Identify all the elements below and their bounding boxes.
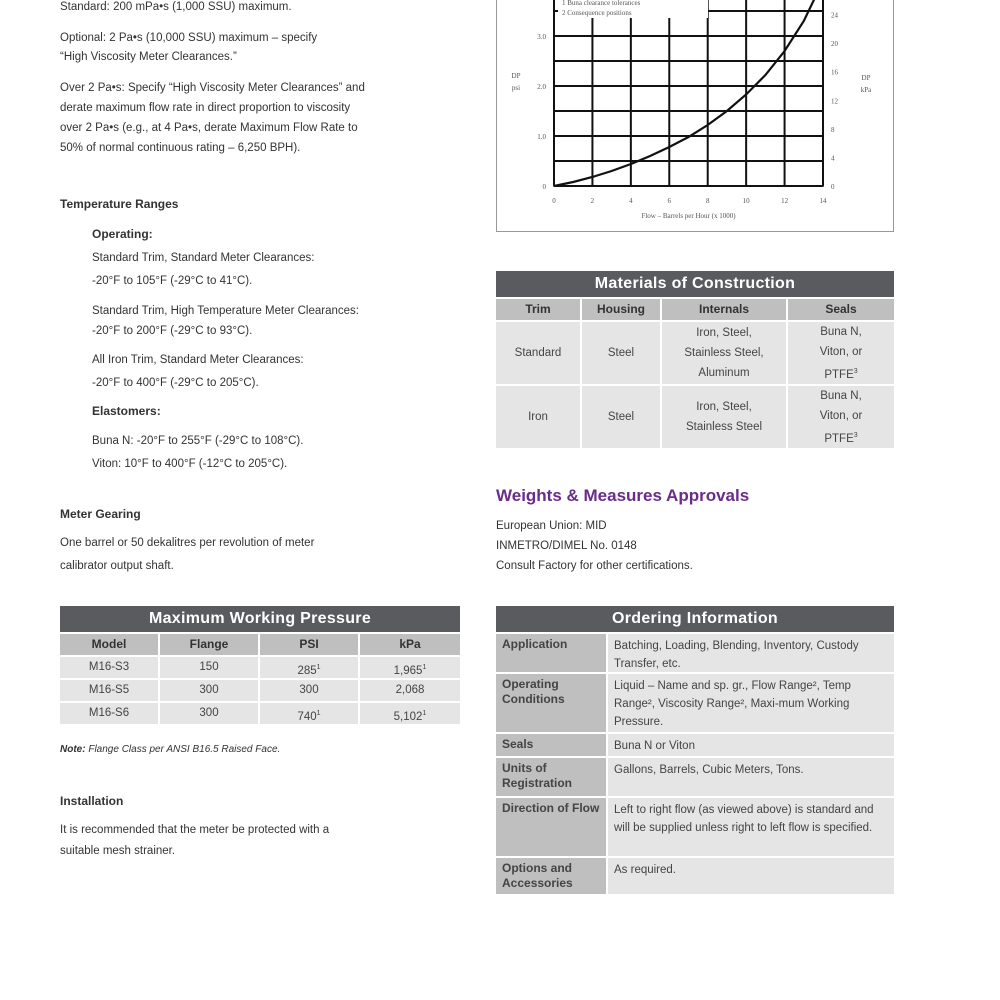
table-cell (360, 657, 460, 678)
pressure-drop-chart (496, 0, 894, 232)
ordering-label: Options and Accessories (496, 858, 606, 894)
std-trim-std-2: -20°F to 105°F (-29°C to 41°C). (92, 275, 253, 287)
y-right-tick-label: 4 (831, 154, 835, 163)
table-cell: M16-S3 (60, 657, 158, 678)
viscosity-optional-2: “High Viscosity Meter Clearances.” (60, 51, 237, 63)
footnote-mark: 1 (316, 664, 321, 671)
cell-value: 5,102 (393, 710, 423, 723)
table-cell: M16-S5 (60, 680, 158, 701)
y-left-tick-label: 0 (542, 183, 546, 191)
ordering-value: Left to right flow (as viewed above) is standard and will be supplied unless right to left flow is specified. (608, 798, 894, 856)
cell-line: Buna N, (820, 325, 862, 338)
table-row (496, 858, 894, 894)
materials-table (496, 271, 894, 448)
table-row (496, 674, 894, 732)
std-trim-ht-2: -20°F to 200°F (-29°C to 93°C). (92, 325, 253, 337)
table-row (496, 386, 894, 448)
table-row (496, 798, 894, 856)
table-cell: 2,068 (360, 680, 460, 701)
ordering-label: Units of Registration (496, 758, 606, 796)
y-right-label-line-2: kPa (860, 86, 872, 94)
cell-value: 285 (297, 664, 317, 677)
approvals-line-1: European Union: MID (496, 520, 607, 532)
table-cell (662, 322, 786, 384)
cell-value: PTFE (824, 432, 854, 445)
ordering-value: Liquid – Name and sp. gr., Flow Range², Temp Range², Viscosity Range², Maxi-mum Working Pressure. (608, 674, 894, 732)
table-row (60, 680, 460, 701)
table-cell (260, 657, 358, 678)
viscosity-over-1: Over 2 Pa•s: Specify “High Viscosity Meter Clearances” and (60, 82, 365, 94)
table-cell (662, 386, 786, 448)
cell-line (824, 426, 857, 449)
y-left-label-line-2: psi (511, 84, 521, 92)
footnote-mark: 1 (422, 710, 427, 717)
cell-line: Viton, or (819, 409, 863, 422)
table-row (496, 758, 894, 796)
table-cell (788, 322, 894, 384)
pressure-drop-chart-frame (496, 0, 894, 232)
footnote-mark: 3 (853, 431, 858, 439)
note-text: Flange Class per ANSI B16.5 Raised Face. (85, 744, 281, 755)
cell-line (824, 362, 857, 385)
table-cell: 300 (160, 680, 258, 701)
gearing-line-1: One barrel or 50 dekalitres per revolution of meter (60, 537, 315, 549)
installation-heading: Installation (60, 794, 124, 808)
pressure-header-flange: Flange (160, 634, 258, 655)
y-left-tick-label: 2.0 (537, 83, 546, 91)
legend-entry-2: 2 Consequence positions (562, 9, 632, 17)
installation-line-1: It is recommended that the meter be protected with a (60, 824, 330, 836)
table-cell: Steel (582, 386, 660, 448)
cell-value: 740 (297, 710, 317, 723)
cell-line: Buna N, (820, 389, 862, 402)
table-row (496, 322, 894, 384)
x-tick-label: 14 (819, 197, 827, 205)
table-cell: 300 (260, 680, 358, 701)
table-row (60, 657, 460, 678)
ordering-label: Operating Conditions (496, 674, 606, 732)
plot-area (554, 0, 823, 186)
materials-caption: Materials of Construction (496, 271, 894, 297)
x-axis-label: Flow – Barrels per Hour (x 1000) (641, 212, 736, 220)
ordering-value: Batching, Loading, Blending, Inventory, Custody Transfer, etc. (608, 634, 894, 672)
table-cell: Steel (582, 322, 660, 384)
footnote-mark: 1 (316, 710, 321, 717)
std-trim-ht-1: Standard Trim, High Temperature Meter Clearances: (92, 305, 359, 317)
x-tick-label: 4 (629, 197, 633, 205)
std-trim-std-1: Standard Trim, Standard Meter Clearances: (92, 252, 315, 264)
ordering-label: Application (496, 634, 606, 672)
cell-line: Stainless Steel, (684, 347, 764, 359)
y-right-tick-label: 20 (831, 40, 838, 49)
table-cell (260, 703, 358, 724)
installation-line-2: suitable mesh strainer. (60, 845, 176, 857)
x-tick-label: 2 (590, 197, 595, 205)
legend-entry-1: 1 Buna clearance tolerances (562, 0, 641, 7)
ordering-value: Buna N or Viton (608, 734, 894, 756)
cell-line: Iron, Steel, (696, 327, 752, 339)
pressure-header-kpa: kPa (360, 634, 460, 655)
x-tick-label: 12 (781, 197, 789, 205)
y-right-tick-label: 16 (831, 68, 838, 77)
cell-line: Stainless Steel (685, 421, 763, 433)
cell-line: Iron, Steel, (696, 401, 752, 413)
footnote-mark: 1 (422, 664, 427, 671)
table-cell: Iron (496, 386, 580, 448)
materials-header-seals: Seals (788, 299, 894, 320)
viscosity-optional-1: Optional: 2 Pa•s (10,000 SSU) maximum – specify (60, 32, 318, 44)
gearing-line-2: calibrator output shaft. (60, 560, 174, 572)
cell-value: PTFE (824, 368, 854, 381)
pressure-header-model: Model (60, 634, 158, 655)
viton-range: Viton: 10°F to 400°F (-12°C to 205°C). (92, 458, 288, 470)
viscosity-over-2: derate maximum flow rate in direct proportion to viscosity (60, 102, 351, 114)
table-cell (360, 703, 460, 724)
ordering-caption: Ordering Information (496, 606, 894, 632)
materials-header-housing: Housing (582, 299, 660, 320)
ordering-table (496, 606, 894, 894)
materials-header-trim: Trim (496, 299, 580, 320)
table-row (60, 703, 460, 724)
pressure-table (60, 606, 460, 724)
temperature-heading: Temperature Ranges (60, 197, 179, 211)
approvals-heading: Weights & Measures Approvals (496, 486, 750, 505)
ordering-label: Seals (496, 734, 606, 756)
cell-line: Viton, or (819, 345, 863, 358)
y-right-tick-label: 8 (831, 125, 835, 134)
table-cell: 300 (160, 703, 258, 724)
pressure-table-caption: Maximum Working Pressure (60, 606, 460, 632)
x-tick-label: 0 (552, 197, 556, 205)
ordering-value: As required. (608, 858, 894, 894)
footnote-mark: 3 (853, 367, 858, 375)
operating-label: Operating: (92, 227, 153, 241)
table-cell: Standard (496, 322, 580, 384)
table-cell: M16-S6 (60, 703, 158, 724)
table-cell (788, 386, 894, 448)
x-tick-label: 8 (705, 197, 710, 205)
y-right-tick-label: 24 (831, 11, 838, 20)
note-label: Note: (60, 744, 86, 755)
materials-header-internals: Internals (662, 299, 786, 320)
approvals-line-2: INMETRO/DIMEL No. 0148 (496, 540, 637, 552)
cell-line: Aluminum (698, 367, 750, 379)
cell-value: 1,965 (393, 664, 423, 677)
table-row (496, 734, 894, 756)
y-right-tick-label: 12 (831, 97, 838, 106)
y-right-tick-label: 0 (831, 183, 835, 191)
table-cell: 150 (160, 657, 258, 678)
viscosity-over-3: over 2 Pa•s (e.g., at 4 Pa•s, derate Maximum Flow Rate to (60, 122, 358, 134)
viscosity-over-4: 50% of normal continuous rating – 6,250 BPH). (60, 142, 301, 154)
y-left-label-line-1: DP (511, 72, 521, 80)
iron-trim-1: All Iron Trim, Standard Meter Clearances: (92, 354, 304, 366)
buna-range: Buna N: -20°F to 255°F (-29°C to 108°C). (92, 435, 304, 447)
approvals-line-3: Consult Factory for other certifications. (496, 560, 693, 572)
y-right-label-line-1: DP (861, 74, 871, 82)
pressure-note (60, 744, 280, 755)
x-tick-label: 10 (742, 197, 750, 205)
gearing-heading: Meter Gearing (60, 507, 141, 521)
y-left-tick-label: 3.0 (537, 33, 546, 41)
ordering-value: Gallons, Barrels, Cubic Meters, Tons. (608, 758, 894, 796)
y-left-tick-label: 1.0 (537, 133, 546, 141)
pressure-header-psi: PSI (260, 634, 358, 655)
viscosity-standard: Standard: 200 mPa•s (1,000 SSU) maximum. (60, 1, 292, 13)
elastomers-label: Elastomers: (92, 404, 161, 418)
ordering-label: Direction of Flow (496, 798, 606, 856)
x-tick-label: 6 (667, 197, 672, 205)
iron-trim-2: -20°F to 400°F (-29°C to 205°C). (92, 377, 259, 389)
table-row (496, 634, 894, 672)
